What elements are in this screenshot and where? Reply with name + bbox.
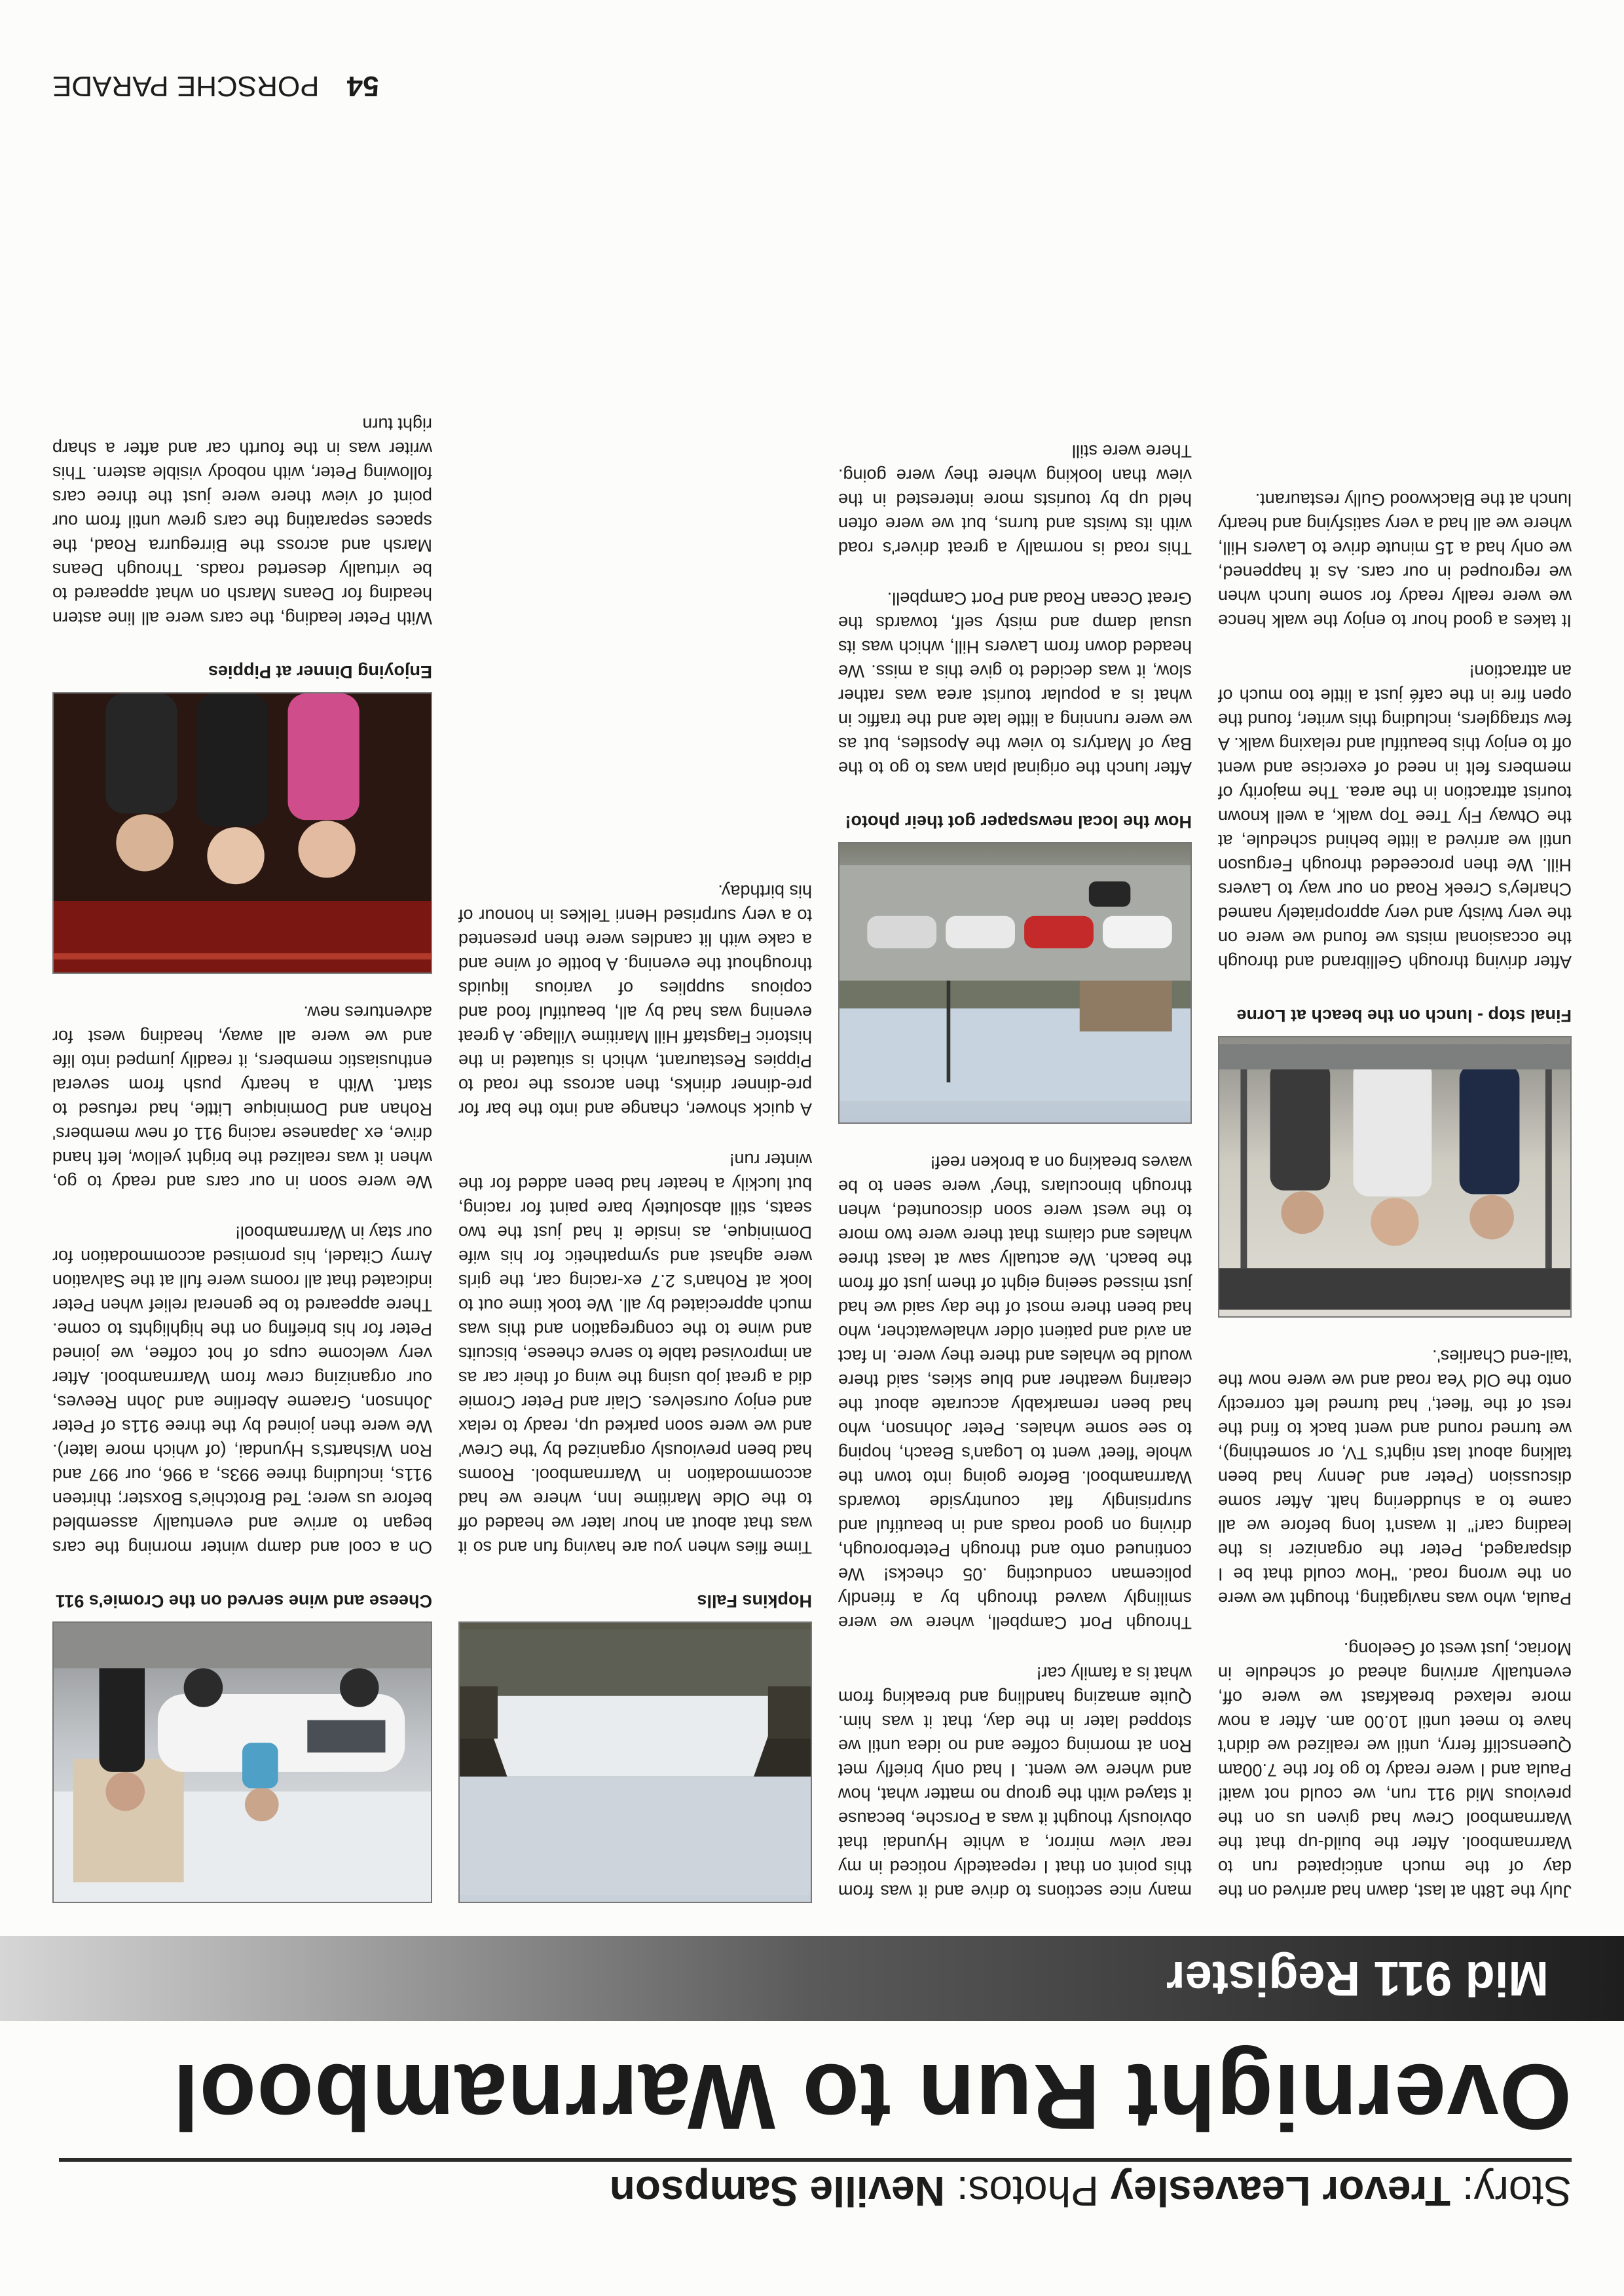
article-title: Overnight Run to Warrnambool	[172, 2045, 1572, 2149]
waterfall-illustration	[460, 1623, 811, 1902]
photo-caption-falls: Hopkins Falls	[697, 1591, 812, 1611]
register-banner	[0, 1936, 1624, 2021]
article-column-1	[1218, 135, 1572, 1903]
car-gathering-illustration	[54, 1623, 431, 1902]
photo-dinner-at-pippies	[52, 692, 432, 974]
photo-newspaper-cars	[838, 842, 1192, 1124]
article-column-4	[52, 135, 432, 1903]
paragraph: This road is normally a great driver's road with its twists and turns, but we were often held up by tourists more interested in the view than looking where they were going. There were still	[838, 441, 1192, 558]
article-column-2	[838, 135, 1192, 1903]
parked-cars-illustration	[840, 843, 1190, 1122]
photo-hopkins-falls	[458, 1621, 812, 1903]
dinner-illustration	[54, 694, 431, 972]
photo-caption-dinner: Enjoying Dinner at Pippies	[208, 662, 432, 682]
magazine-name: PORSCHE PARADE	[52, 70, 320, 102]
paragraph: After lunch the original plan was to go to the Bay of Martyrs to view the Apostles, but as we were running a little late and the traffic in what is a popular tourist area was rather slow, it was decided to give this a miss. We headed down from Lavers Hill, which was its usual damp and misty self, towards the Great Ocean Road and Port Campbell.	[838, 589, 1192, 778]
paragraph: many nice sections to drive and it was from this point on that I repeatedly noticed in my rear view mirror, a white Hyundai that obviously thought it was a Porsche, because it stayed with the group no matter what, how and where we went. I had only briefly met Ron at morning coffee and no idea until we stopped later in the day, that it was him. Quite amazing handling and breaking from what is a family car!	[838, 1663, 1192, 1901]
photo-caption-newspaper: How the local newspaper got their photo!	[845, 812, 1192, 832]
photo-caption-lorne: Final stop - lunch on the beach at Lorne	[1236, 1006, 1572, 1026]
paragraph: After driving through Gellibrand and through the occasional mists we found we were on the very twisty and very appropriately named Charley's Creek Road on our way to Lavers Hill. We then proceeded through Ferguson until we arrived a little behind schedule, at the Otway Fly Tree Top walk, a well known tourist attraction in the area. The majority of members felt in need of exercise and went off to enjoy this beautiful and relaxing walk. A few stragglers, including this writer, found the open fire in the café just a little too much of an attraction!	[1218, 661, 1572, 972]
paragraph: On a cool and damp winter morning the cars began to arrive and eventually assembled before us were; Ted Brotchie's Boxster; thirteen 911s, including three 993s, a 996, our 997 and Ron Wisharts's Hyundai, (of which more later). We were then joined by the three 911s of Peter Johnson, Graeme Aberline and John Reeves, our organizing crew from Warrnambool. After very welcome cups of hot coffee, we joined Peter for his briefing on the highlights to come. There appeared to be general relief when Peter indicated that all rooms were full at the Salvation Army Citadel, his promised accommodation for our stay in Warrnambool!	[52, 1223, 432, 1557]
photographer: Neville Sampson	[609, 2168, 945, 2215]
story-label: Story:	[1462, 2168, 1572, 2215]
photo-lunch-at-lorne	[1218, 1036, 1572, 1318]
paragraph: It takes a good hour to enjoy the walk hence we were really ready for some lunch when we regrouped in our cars. As it happened, we only had a 15 minute drive to Lavers Hill, where we all had a very satisfying and hearty lunch at the Blackwood Gully restaurant.	[1218, 490, 1572, 631]
paragraph: Time flies when you are having fun and so it was that about an hour later we headed off to the Olde Maritime Inn, where we had accommodation in Warrnambool. Rooms had been previously organized by 'the Crew' and we were soon parked up, ready to relax and enjoy ourselves. Clair and Peter Cromie did a great job using the wing of their car as an improvised table to serve cheese, biscuits and wine to the congregation and this was much appreciated by all. We took time out to look at Rohan's 2.7 ex-racing car, the girls were aghast and sympathetic for his wife Dominique, as inside it had just the two seats, still absolutely bare paint for racing, but luckily a heater had been added for the winter run!	[458, 1150, 812, 1557]
register-name: Mid 911 Register	[1166, 1952, 1549, 2006]
lunch-scene-illustration	[1219, 1037, 1570, 1316]
story-author: Trevor Leavesley	[1110, 2168, 1451, 2215]
photo-caption-cheese: Cheese and wine served on the Cromie's 911	[55, 1591, 432, 1611]
paragraph: Through Port Campbell, where we were smilingly waved through by a friendly policeman conducting .05 checks! We continued onto and through Peterborough, driving on good roads and in beautiful and surprisingly flat countryside towards Warrnambool. Before going into town the whole 'fleet' went to Logan's Beach, hoping to see some whales. Peter Johnson, who had been remarkably accurate about the clearing weather and blue skies, said there would be whales and there they were. In fact an avid and patient older whalewatcher, who had been there most of the day said we had just missed seeing eight of them just off from the beach. We actually saw at least three whales and claims that there were two more to the west were soon discounted, when through binoculars 'they' were seen to be waves breaking on a broken reef!	[838, 1153, 1192, 1633]
page-number: 54	[346, 70, 379, 102]
page-footer	[52, 69, 379, 102]
story-credits	[59, 2158, 1572, 2221]
photo-cheese-and-wine	[52, 1621, 432, 1903]
paragraph: A quick shower, change and into the bar for pre-dinner drinks, then across the road to Pippies Restaurant, which is situated in the historic Flagstaff Hill Maritime Village. A great evening was had by all, beautiful food and copious supplies of various liquids throughout the evening. A bottle of wine and a cake with lit candles were then presented to a very surprised Henri Telkes in honour of his birthday.	[458, 881, 812, 1119]
paragraph: July the 18th at last, dawn had arrived on the day of the much anticipated run to Warrnambool. After the build-up that the Warrnambool Crew had given us on the previous Mid 911 run, we could not wait! Paula and I were ready to go for the 7.00am Queenscliff ferry, until we realized we didn't have to meet until 10.00 am. After a now more relaxed breakfast we were off, eventually arriving ahead of schedule in Moriac, just west of Geelong.	[1218, 1639, 1572, 1901]
paragraph: We were soon in our cars and ready to go, when it was realized the bright yellow, left hand drive, ex Japanese racing 911 of new members' Rohan and Dominique Little, had refused to start. With a hearty push from several enthusiastic members, it readily jumped into life and we were all away, heading west for adventures new.	[52, 1003, 432, 1192]
paragraph: Paula, who was navigating, thought we were on the wrong road. "How could that be I disparaged, Peter the organizer is the leading car!" It wasn't long before we all came to a shuddering halt. After some discussion (Peter and Jenny had been talking about last night's TV, or something), we turned round and went back to find the rest of the 'fleet,' had turned left correctly onto the Old Yea road and we were now the 'tail-end Charlies'.	[1218, 1346, 1572, 1608]
article-column-3	[458, 135, 812, 1903]
paragraph: With Peter leading, the cars were all line astern heading for Deans Marsh on what appeared to be virtually deserted roads. Through Deans Marsh and across the Birregurra Road, the spaces separating the cars grew until from our point of view there were just the three cars following Peter, with nobody visible astern. This writer was in the fourth car and after a sharp right turn	[52, 415, 432, 628]
photos-label: Photos:	[956, 2168, 1099, 2215]
